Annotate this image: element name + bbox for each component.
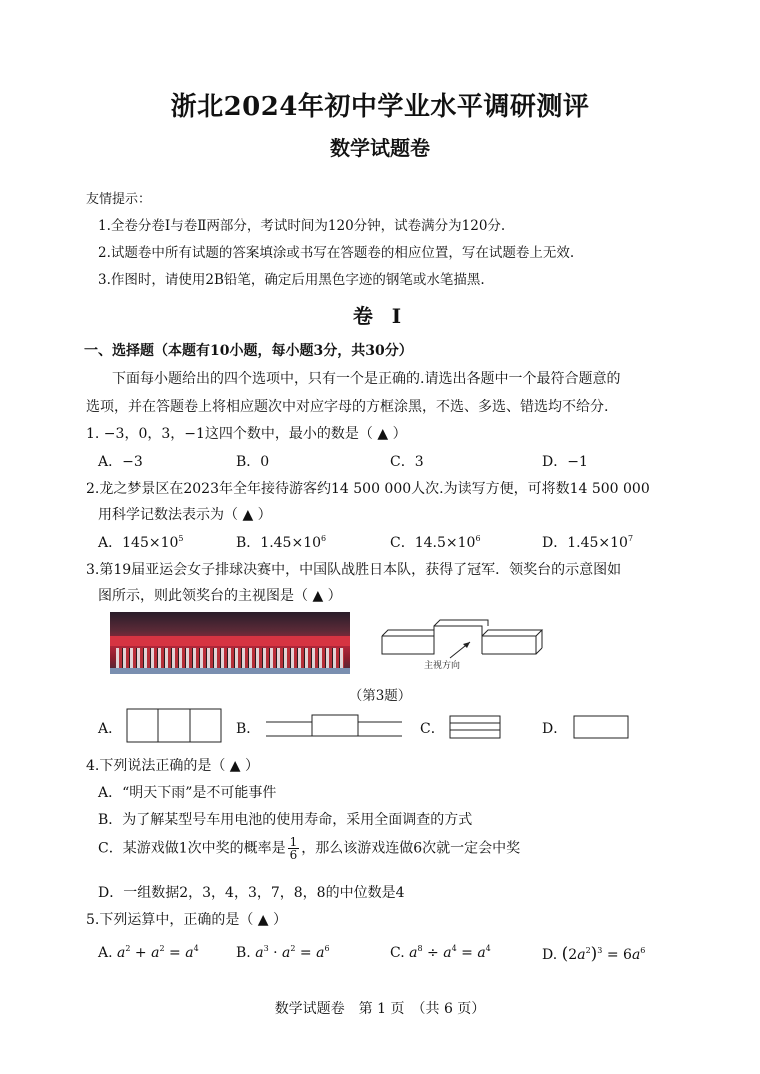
q2-option-c: C．$14.5\times 10^6$ <box>390 534 481 551</box>
q1-option-d: D．−1 <box>542 454 588 470</box>
q4-option-b: B．为了解某型号车用电池的使用寿命，采用全面调查的方式 <box>98 812 473 828</box>
q3-option-b-label: B． <box>236 721 261 737</box>
question-3-stem-cont: 图所示，则此领奖台的主视图是（ ▲ ） <box>98 588 342 604</box>
section-heading: 一、选择题（本题有10小题，每小题3分，共30分） <box>84 343 413 359</box>
question-2-stem-cont: 用科学记数法表示为（ ▲ ） <box>98 507 272 523</box>
page-subtitle: 数学试题卷 <box>330 136 430 160</box>
question-5-stem: 5.下列运算中，正确的是（ ▲ ） <box>86 912 288 928</box>
question-2-stem: 2.龙之梦景区在2023年全年接待游客约14 500 000人次.为读写方便，可将数14 500 000 <box>86 481 650 497</box>
q3-option-d-figure <box>572 714 630 740</box>
q3-option-c-label: C． <box>420 721 445 737</box>
instruction-line: 选项，并在答题卷上将相应题次中对应字母的方框涂黑，不选、多选、错选均不给分. <box>86 399 609 415</box>
page-title: 浙北2024年初中学业水平调研测评 <box>170 92 590 122</box>
tip-item: 1.全卷分卷Ⅰ与卷Ⅱ两部分，考试时间为120分钟，试卷满分为120分. <box>98 218 506 234</box>
q2-option-a: A．$145\times 10^5$ <box>98 534 184 551</box>
q1-option-a: A．−3 <box>98 454 143 470</box>
q3-option-a-label: A． <box>98 721 123 737</box>
instruction-line: 下面每小题给出的四个选项中，只有一个是正确的.请选出各题中一个最符合题意的 <box>112 371 621 387</box>
q3-option-d-label: D． <box>542 721 568 737</box>
q3-option-b-figure <box>264 714 404 738</box>
tips-label: 友情提示： <box>86 192 152 207</box>
q5-option-a: A. $a^2 + a^2 = a^4$ <box>98 944 199 961</box>
q1-option-b: B．0 <box>236 454 270 470</box>
question-4-stem: 4.下列说法正确的是（ ▲ ） <box>86 758 260 774</box>
q2-option-d: D．$1.45\times 10^7$ <box>542 534 634 551</box>
q5-option-c: C. $a^8 \div a^4 = a^4$ <box>390 944 491 961</box>
question-3-stem: 3.第19届亚运会女子排球决赛中，中国队战胜日本队，获得了冠军．领奖台的示意图如 <box>86 562 622 578</box>
figure-caption: （第3题） <box>348 688 412 704</box>
q1-option-c: C．3 <box>390 454 424 470</box>
q3-option-a-figure <box>126 708 224 744</box>
q4-option-c: C．某游戏做1次中奖的概率是 $\frac{1}{6}$ ，那么该游戏连做6次就一定会中奖 <box>98 835 521 862</box>
q4-option-d: D．一组数据2，3，4，3，7，8，8的中位数是4 <box>98 885 405 901</box>
tip-item: 3.作图时，请使用2B铅笔，确定后用黑色字迹的钢笔或水笔描黑. <box>98 272 485 288</box>
tip-item: 2.试题卷中所有试题的答案填涂或书写在答题卷的相应位置，写在试题卷上无效. <box>98 245 575 261</box>
part-heading: 卷 Ⅰ <box>352 304 408 328</box>
q4-option-a: A．“明天下雨”是不可能事件 <box>98 785 277 801</box>
podium-photo <box>110 612 350 674</box>
q5-option-d: D. $(2a^2)^3 = 6a^6$ <box>542 944 646 964</box>
view-direction-label: 主视方向 <box>424 661 461 671</box>
podium-diagram <box>378 612 548 672</box>
q2-option-b: B．$1.45\times 10^6$ <box>236 534 327 551</box>
page-footer: 数学试题卷 第 1 页 （共 6 页） <box>274 1001 486 1017</box>
fraction-one-sixth: $\frac{1}{6}$ <box>289 835 298 862</box>
q3-option-c-figure <box>448 714 502 740</box>
question-1-stem: 1. −3，0，3，−1这四个数中，最小的数是（ ▲ ） <box>86 426 407 442</box>
q5-option-b: B. $a^3 \cdot a^2 = a^6$ <box>236 944 330 961</box>
